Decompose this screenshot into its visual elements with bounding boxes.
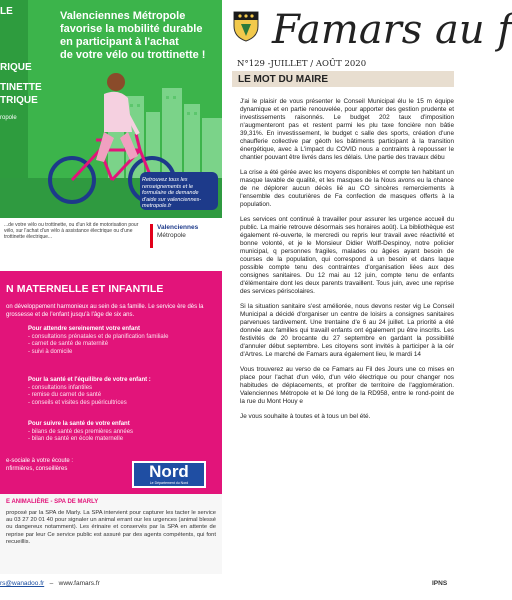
article-paragraph: La crise a été gérée avec les moyens disponibles et compte ten habitant un masque lavable de qualité, et les masques de la Nous avons eu la chance de ne déplorer aucun décès lié au CO sincères remerciements à l'ensemble des couturières de Fa confection de masques offerts à la population. xyxy=(240,169,454,208)
pmi-contact-line-2: nfirmières, conseillères xyxy=(6,465,68,472)
article-paragraph: Je vous souhaite à toutes et à tous un bel été. xyxy=(240,413,371,420)
footer-right xyxy=(232,580,454,587)
coat-of-arms-icon xyxy=(232,10,260,42)
ad-fragment-1: LE xyxy=(0,6,13,17)
website-link[interactable]: www.famars.fr xyxy=(58,580,100,587)
pmi-item: - bilan de santé en école maternelle xyxy=(28,436,124,442)
spa-title: E ANIMALIÈRE - SPA DE MARLY xyxy=(6,499,99,505)
valenciennes-metropole-logo xyxy=(150,224,219,248)
article-paragraph: Les services ont continué à travailler pour assurer les urgence accueil du public. La mairie retrouve désormais ses horaires août). La bibliothèque est également ré-ouverte, le mercredi ou repris leur travail avec réactivité et bonne volonté, et je le Monsieur Didier Wolff-Despinoy, notre policier municipal, q personnes fragiles, malades ou âgées ayant besoin de courses de la population, qui correspond à un besoin et dans laque possible compte tenu des contraintes d'organisation liées aux des consignes sanitaires. Du 12 mai au 12 juin, compte tenu de enfants d'élémentaire dont les deux parents travaillent. Tous juin, avec une reprise des services périscolaires. xyxy=(240,216,454,295)
nord-sub: Le Département du Nord xyxy=(149,481,189,485)
issue-number: N°129 -JUILLET / AOÛT 2020 xyxy=(237,59,367,69)
mayor-article xyxy=(240,98,454,428)
pmi-group-1 xyxy=(28,326,208,356)
footer-left xyxy=(0,580,222,587)
pmi-contact xyxy=(6,458,126,473)
email-link[interactable]: rs@wanadoo.fr xyxy=(0,580,45,587)
pmi-contact-line-1: e-sociale à votre écoute : xyxy=(6,458,74,464)
nord-department-logo xyxy=(132,461,206,488)
ad-fragment-4: TRIQUE xyxy=(0,95,38,106)
pmi-intro: on développement harmonieux au sein de sa famille. Le service ère dès la grossesse et de l'enfant jusqu'à l'âge de six ans. xyxy=(6,304,204,318)
pmi-item: - remise du carnet de santé xyxy=(28,392,102,398)
pmi-item: - consultations infantiles xyxy=(28,384,93,391)
pmi-group-2 xyxy=(28,377,208,407)
pmi-title: N MATERNELLE ET INFANTILE xyxy=(6,283,164,295)
mobility-ad xyxy=(0,0,222,268)
article-paragraph: J'ai le plaisir de vous présenter le Conseil Municipal élu le 15 m équipe dynamique et en partie renouvelée, pour apporter des gestion prudente et investissements raisonnés. Le budget 202 taux d'imposition n'augmenteront pas et restent parmi les plu taxe foncière non bâtie 39,31%. En investissement, le budget c salle des sports, création d'une chaufferie collective par géoth les bâtiments participant à la transition énergétique, avec à L'impact du COVID nous a contraints à repousser le chantier pouvant être livrés dans les délais. Une partie des travaux débu xyxy=(240,98,454,161)
pmi-item: - consultations prénatales et de planification familiale xyxy=(28,333,169,340)
article-paragraph: Si la situation sanitaire s'est améliorée, nous devons rester vig Le Conseil Municipal a décidé d'organiser un centre de loisirs a consignes sanitaires parvenues tardivement. Une trentaine d'e 6 au 24 juillet. La priorité a été donnée aux familles qui travaill enfants ont également pu être inscrits. Les festivités de 20 brocante du 27 septembre en gardant la possibilité d'annuler début septembre. Les citoyens sont invités à participer à la cér d'Artres. Le marché de Famars aura également lieu, le mardi 14 xyxy=(240,303,454,358)
spa-text: proposé par la SPA de Marly. La SPA intervient pour capturer les tacter le service au 03 27 20 01 40 pour signaler un animal errant our les urgences (animal blessé ou dangereux notamment). Les érinaire et conservés par la SPA en attente de reprise par leur Ce service public est assuré par des agents compétents, qui font recueillis. xyxy=(6,510,216,545)
pmi-item: - suivi à domicile xyxy=(28,348,73,355)
pmi-item: - carnet de santé de maternité xyxy=(28,341,109,347)
ipns-label: IPNS xyxy=(432,580,448,587)
nord-label: Nord xyxy=(149,462,189,481)
ad-fragment-2: RIQUE xyxy=(0,62,32,73)
footer-dash: – xyxy=(49,580,54,587)
ad-headline-line-3: en participant à l'achat xyxy=(60,36,179,48)
ad-note: Retrouvez tous les renseignements et le formulaire de demande d'aide sur valenciennes-metropole.fr xyxy=(142,177,202,209)
ad-headline-line-4: de votre vélo ou trottinette ! xyxy=(60,49,206,61)
ad-headline-line-1: Valenciennes Métropole xyxy=(60,10,186,22)
ad-headline xyxy=(60,10,220,62)
newsletter-title: Famars au f xyxy=(272,7,512,53)
pmi-group-heading: Pour la santé et l'équilibre de votre enfant : xyxy=(28,377,151,383)
pmi-group-3 xyxy=(28,421,208,444)
pmi-item: - bilans de santé des premières années xyxy=(28,428,134,435)
ad-bottom-text: ...de votre vélo ou trottinette, ou d'un kit de motorisation pour vélo, sur l'achat d'un vélo à assistance électrique ou d'une trottinette électrique... xyxy=(4,222,139,240)
article-paragraph: Vous trouverez au verso de ce Famars au Fil des Jours une co mises en place pour l'achat d'un vélo, d'un vélo électrique ou pour changer nos habitudes de déplacements, et profiter de territoire de l'agglomération. Valenciennes Métropole et le Dé long de la RD958, entre le rond-point de la rue du Mont Houy e xyxy=(240,366,454,405)
pmi-group-heading: Pour suivre la santé de votre enfant xyxy=(28,421,130,427)
pmi-group-heading: Pour attendre sereinement votre enfant xyxy=(28,326,141,332)
ad-fragment-3: TINETTE xyxy=(0,82,42,93)
ad-fragment-5: ropole xyxy=(0,115,17,121)
logo-name: Valenciennes xyxy=(157,224,199,231)
ad-headline-line-2: favorise la mobilité durable xyxy=(60,23,203,35)
logo-sub: Métropole xyxy=(157,232,186,239)
pmi-item: - conseils et visites des puéricultrices xyxy=(28,399,127,406)
mot-du-maire-title: LE MOT DU MAIRE xyxy=(238,74,328,85)
